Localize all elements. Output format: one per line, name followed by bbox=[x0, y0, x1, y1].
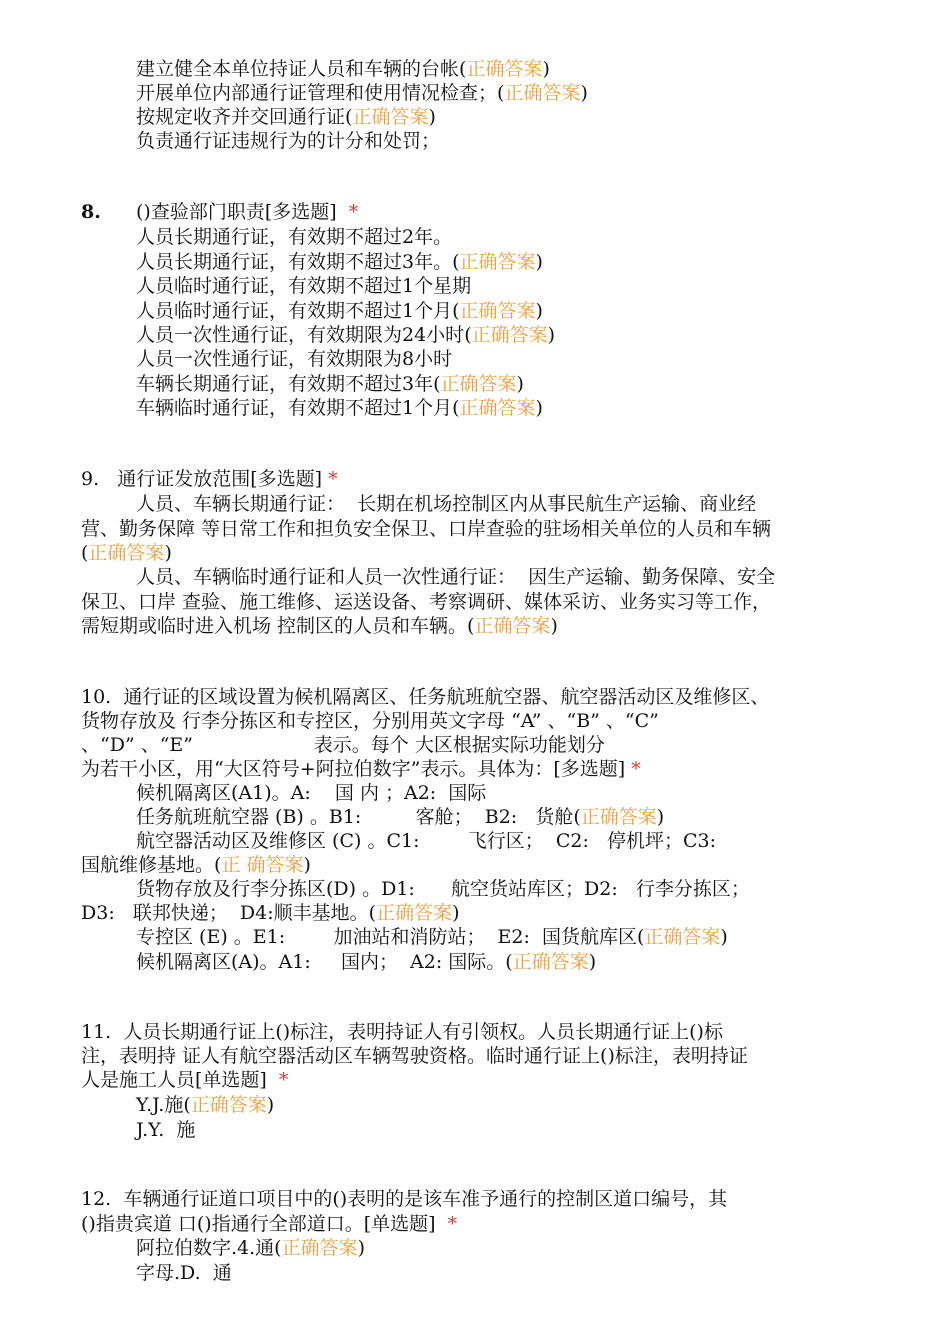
option: 候机隔离区(A1)。A: 国 内 ；A2: 国际 bbox=[136, 782, 487, 804]
correct-answer-tag: 正确答案 bbox=[644, 926, 721, 948]
option-line: 人员、车辆长期通行证： 长期在机场控制区内从事民航生产运输、商业经 bbox=[136, 493, 757, 515]
option: 负责通行证违规行为的计分和处罚； bbox=[136, 130, 441, 152]
option: 字母.D. 通 bbox=[136, 1262, 232, 1284]
question-8-header bbox=[81, 200, 101, 224]
option-line: 需短期或临时进入机场 控制区的人员和车辆。(正确答案) bbox=[81, 615, 558, 637]
correct-answer-tag: 正确答案 bbox=[281, 1237, 358, 1259]
question-11-line: 11. 人员长期通行证上()标注，表明持证人有引领权。人员长期通行证上()标 bbox=[81, 1021, 723, 1043]
option: 人员临时通行证，有效期不超过1个星期 bbox=[136, 275, 472, 297]
correct-answer-tag: 正确答案 bbox=[459, 300, 536, 322]
correct-answer-tag: 正确答案 bbox=[190, 1094, 267, 1116]
option: 专控区 (E) 。E1: 加油站和消防站； E2: 国货航库区(正确答案) bbox=[136, 926, 728, 948]
question-number: 12. bbox=[81, 1188, 112, 1210]
question-10-line: 为若干小区，用“大区符号+阿拉伯数字”表示。具体为：[多选题] * bbox=[81, 758, 641, 780]
required-star-icon: * bbox=[328, 468, 338, 490]
option: Y.J.施(正确答案) bbox=[136, 1094, 275, 1116]
option-line: 人员、车辆临时通行证和人员一次性通行证： 因生产运输、勤务保障、安全 bbox=[136, 566, 776, 588]
question-10-line: 10. 通行证的区域设置为候机隔离区、任务航班航空器、航空器活动区及维修区、 bbox=[81, 686, 770, 708]
question-10-line: 、“D” 、“E” 表示。每个 大区根据实际功能划分 bbox=[81, 734, 605, 756]
option: 人员一次性通行证，有效期限为8小时 bbox=[136, 348, 453, 370]
correct-answer-tag: 正 确答案 bbox=[221, 854, 304, 876]
correct-answer-tag: 正确答案 bbox=[512, 951, 589, 973]
option: 人员临时通行证，有效期不超过1个月(正确答案) bbox=[136, 300, 543, 322]
correct-answer-tag: 正确答案 bbox=[471, 324, 548, 346]
option: 车辆临时通行证，有效期不超过1个月(正确答案) bbox=[136, 397, 543, 419]
option: 国航维修基地。(正 确答案) bbox=[81, 854, 311, 876]
correct-answer-tag: 正确答案 bbox=[580, 806, 657, 828]
option: D3: 联邦快递； D4:顺丰基地。(正确答案) bbox=[81, 902, 460, 924]
option: 按规定收齐并交回通行证(正确答案) bbox=[136, 106, 436, 128]
required-star-icon: * bbox=[447, 1213, 458, 1235]
option-line: 营、勤务保障 等日常工作和担负安全保卫、口岸查验的驻场相关单位的人员和车辆 bbox=[81, 518, 772, 540]
option: 人员一次性通行证，有效期限为24小时(正确答案) bbox=[136, 324, 556, 346]
question-number: 9. bbox=[81, 468, 100, 490]
question-number: 10. bbox=[81, 686, 112, 708]
option: 人员长期通行证，有效期不超过3年。(正确答案) bbox=[136, 251, 543, 273]
option: J.Y. 施 bbox=[136, 1119, 196, 1141]
correct-answer-tag: 正确答案 bbox=[440, 373, 517, 395]
option: 货物存放及行李分拣区(D) 。D1: 航空货站库区；D2: 行李分拣区； bbox=[136, 878, 750, 900]
question-11-line: 人是施工人员[单选题] * bbox=[81, 1069, 289, 1091]
question-10-line: 货物存放及 行李分拣区和专控区，分别用英文字母 “A” 、“B” 、“C” bbox=[81, 710, 659, 732]
correct-answer-tag: 正确答案 bbox=[474, 615, 551, 637]
correct-answer-tag: 正确答案 bbox=[88, 542, 165, 564]
question-12-line: ()指贵宾道 口()指通行全部道口。[单选题] * bbox=[81, 1213, 458, 1235]
question-9-header: 9. 通行证发放范围[多选题] * bbox=[81, 468, 338, 490]
option: 任务航班航空器 (B) 。B1: 客舱； B2: 货舱(正确答案) bbox=[136, 806, 665, 828]
correct-answer-tag: 正确答案 bbox=[352, 106, 429, 128]
required-star-icon: * bbox=[631, 758, 641, 780]
option-line: (正确答案) bbox=[81, 542, 172, 564]
option: 人员长期通行证，有效期不超过2年。 bbox=[136, 226, 453, 248]
question-11-line: 注，表明持 证人有航空器活动区车辆驾驶资格。临时通行证上()标注，表明持证 bbox=[81, 1045, 748, 1067]
option: 航空器活动区及维修区 (C) 。C1: 飞行区； C2: 停机坪；C3: bbox=[136, 830, 717, 852]
option: 阿拉伯数字.4.通(正确答案) bbox=[136, 1237, 366, 1259]
correct-answer-tag: 正确答案 bbox=[459, 397, 536, 419]
question-number: 8. bbox=[81, 201, 101, 223]
required-star-icon: * bbox=[348, 201, 359, 223]
option: 车辆长期通行证，有效期不超过3年(正确答案) bbox=[136, 373, 524, 395]
correct-answer-tag: 正确答案 bbox=[504, 82, 581, 104]
option: 建立健全本单位持证人员和车辆的台帐(正确答案) bbox=[136, 58, 550, 80]
question-number: 11. bbox=[81, 1021, 112, 1043]
correct-answer-tag: 正确答案 bbox=[459, 251, 536, 273]
required-star-icon: * bbox=[278, 1069, 289, 1091]
option-line: 保卫、口岸 查验、施工维修、运送设备、考察调研、媒体采访、业务实习等工作， bbox=[81, 591, 772, 613]
correct-answer-tag: 正确答案 bbox=[376, 902, 453, 924]
option: 候机隔离区(A)。A1: 国内； A2: 国际。(正确答案) bbox=[136, 951, 597, 973]
question-12-line: 12. 车辆通行证道口项目中的()表明的是该车准予通行的控制区道口编号，其 bbox=[81, 1188, 728, 1210]
correct-answer-tag: 正确答案 bbox=[466, 58, 543, 80]
question-8-text: ()查验部门职责[多选题] * bbox=[136, 201, 359, 223]
option: 开展单位内部通行证管理和使用情况检查；(正确答案) bbox=[136, 82, 588, 104]
